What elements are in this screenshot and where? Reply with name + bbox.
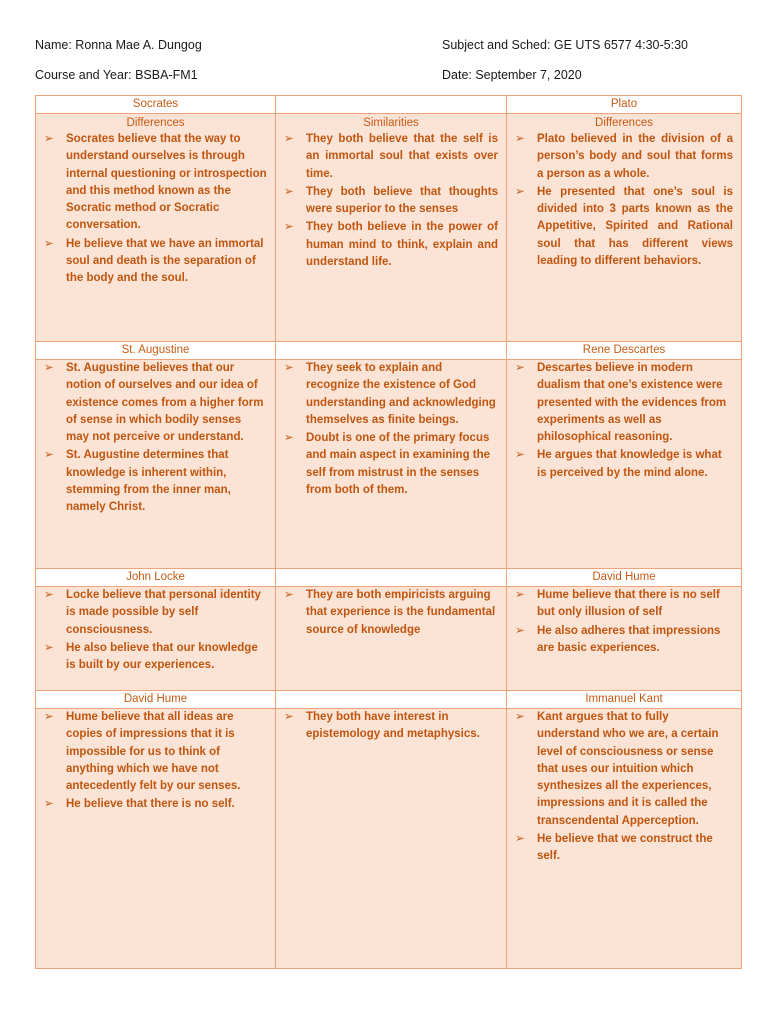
left-points-cell (36, 360, 276, 569)
bullet-list (507, 587, 741, 657)
left-points-cell (36, 114, 276, 342)
comparison-table (35, 95, 742, 969)
philosopher-title-row (36, 96, 742, 114)
bullet-point (515, 623, 733, 658)
mid-philosopher-name (276, 691, 507, 709)
bullet-text: Socrates believe that the way to understand ourselves is through internal questioning or introspection and this method known as the Socratic method or Socratic conversation. (66, 133, 267, 232)
arrow-bullet-icon: ➢ (284, 185, 294, 198)
comparison-content-row (36, 587, 742, 691)
bullet-point (44, 131, 267, 235)
bullet-list (507, 360, 741, 482)
arrow-bullet-icon: ➢ (515, 185, 525, 198)
bullet-text: Hume believe that there is no self but only illusion of self (537, 589, 720, 619)
bullet-text: They both believe that the self is an immortal soul that exists over time. (306, 133, 498, 180)
mid-column-subheading: Similarities (363, 117, 419, 129)
bullet-list (276, 360, 506, 499)
bullet-list (276, 587, 506, 639)
right-column-subheading: Differences (595, 117, 653, 129)
bullet-point (284, 587, 498, 639)
bullet-text: Kant argues that to fully understand who we are, a certain level of consciousness or sense that uses our intuition which synthesizes all the experiences, impressions and it is called the transcendental Apperception. (537, 711, 719, 827)
bullet-text: Doubt is one of the primary focus and main aspect in examining the self from mistrust in the senses from both of them. (306, 432, 491, 497)
right-points-cell (507, 709, 742, 969)
bullet-point (284, 709, 498, 744)
bullet-text: He also believe that our knowledge is built by our experiences. (66, 641, 258, 672)
left-column-subheading: Differences (126, 117, 185, 129)
bullet-list (36, 131, 275, 288)
bullet-text: Descartes believe in modern dualism that one’s existence were presented with the evidences from experiments as well as philosophical reasoning. (537, 362, 727, 444)
bullet-list (507, 131, 741, 270)
left-philosopher-name: John Locke (36, 569, 276, 587)
bullet-point (515, 587, 733, 622)
bullet-text: They both have interest in epistemology and metaphysics. (306, 711, 480, 741)
bullet-point (284, 360, 498, 429)
bullet-point (515, 360, 733, 446)
bullet-point (515, 709, 733, 830)
bullet-point (515, 131, 733, 183)
right-philosopher-name: Immanuel Kant (507, 691, 742, 709)
arrow-bullet-icon: ➢ (515, 133, 525, 145)
bullet-text: He believe that there is no self. (66, 798, 235, 811)
arrow-bullet-icon: ➢ (44, 362, 54, 374)
bullet-list (36, 360, 275, 517)
left-philosopher-name: David Hume (36, 691, 276, 709)
arrow-bullet-icon: ➢ (284, 589, 294, 601)
bullet-point (284, 131, 498, 183)
arrow-bullet-icon: ➢ (515, 589, 525, 601)
left-philosopher-name: St. Augustine (36, 342, 276, 360)
arrow-bullet-icon: ➢ (515, 362, 525, 374)
bullet-list (36, 709, 275, 814)
right-philosopher-name: Rene Descartes (507, 342, 742, 360)
bullet-text: He believe that we construct the self. (537, 833, 713, 863)
comparison-content-row (36, 709, 742, 969)
bullet-text: They both believe in the power of human mind to think, explain and understand life. (306, 221, 498, 269)
bullet-text: They seek to explain and recognize the existence of God understanding and acknowledging themselves as finite beings. (306, 362, 496, 426)
bullet-text: He also adheres that impressions are basic experiences. (537, 624, 721, 654)
arrow-bullet-icon: ➢ (284, 362, 294, 374)
right-philosopher-name: David Hume (507, 569, 742, 587)
bullet-point (44, 587, 267, 639)
left-points-cell (36, 587, 276, 691)
bullet-point (284, 184, 498, 219)
bullet-point (44, 360, 267, 446)
mid-philosopher-name (276, 569, 507, 587)
mid-points-cell (276, 114, 507, 342)
philosopher-title-row (36, 691, 742, 709)
right-philosopher-name: Plato (507, 96, 742, 114)
mid-points-cell (276, 587, 507, 691)
subject-schedule: Subject and Sched: GE UTS 6577 4:30-5:30 (442, 38, 688, 52)
arrow-bullet-icon: ➢ (515, 624, 525, 637)
bullet-point (515, 447, 733, 482)
philosopher-title-row (36, 342, 742, 360)
mid-philosopher-name (276, 96, 507, 114)
arrow-bullet-icon: ➢ (515, 449, 525, 462)
student-name: Name: Ronna Mae A. Dungog (35, 38, 202, 52)
right-points-cell (507, 587, 742, 691)
bullet-point (44, 236, 267, 288)
bullet-point (284, 430, 498, 499)
bullet-text: He presented that one’s soul is divided into 3 parts known as the Appetitive, Spirited and Rational soul that has different views leading to different behaviors. (537, 185, 733, 268)
arrow-bullet-icon: ➢ (44, 641, 54, 654)
bullet-text: He argues that knowledge is what is perceived by the mind alone. (537, 449, 722, 479)
arrow-bullet-icon: ➢ (44, 589, 54, 601)
left-philosopher-name: Socrates (36, 96, 276, 114)
arrow-bullet-icon: ➢ (515, 711, 525, 723)
bullet-point (44, 447, 267, 516)
bullet-point (515, 831, 733, 866)
mid-points-cell (276, 360, 507, 569)
arrow-bullet-icon: ➢ (284, 711, 294, 723)
bullet-point (44, 640, 267, 675)
bullet-text: They are both empiricists arguing that experience is the fundamental source of knowledge (306, 589, 496, 636)
arrow-bullet-icon: ➢ (44, 449, 54, 462)
bullet-list (276, 709, 506, 744)
course-year: Course and Year: BSBA-FM1 (35, 68, 198, 82)
mid-points-cell (276, 709, 507, 969)
bullet-point (44, 709, 267, 795)
arrow-bullet-icon: ➢ (44, 133, 54, 145)
bullet-point (44, 796, 267, 813)
bullet-text: St. Augustine believes that our notion of ourselves and our idea of existence comes from a higher form of sense in which bodily senses may not perceive or understand. (66, 362, 264, 444)
submission-date: Date: September 7, 2020 (442, 68, 582, 82)
right-points-cell (507, 360, 742, 569)
bullet-text: St. Augustine determines that knowledge is inherent within, stemming from the inner man, namely Christ. (66, 449, 231, 514)
left-points-cell (36, 709, 276, 969)
bullet-text: Locke believe that personal identity is made possible by self consciousness. (66, 589, 261, 636)
bullet-point (284, 219, 498, 271)
bullet-text: He believe that we have an immortal soul and death is the separation of the body and the soul. (66, 237, 264, 285)
bullet-text: Hume believe that all ideas are copies of impressions that it is impossible for us to think of anything which we have not antecedently felt by our senses. (66, 711, 241, 793)
arrow-bullet-icon: ➢ (515, 833, 525, 846)
mid-philosopher-name (276, 342, 507, 360)
arrow-bullet-icon: ➢ (44, 237, 54, 250)
arrow-bullet-icon: ➢ (44, 798, 54, 811)
arrow-bullet-icon: ➢ (44, 711, 54, 723)
arrow-bullet-icon: ➢ (284, 221, 294, 234)
bullet-list (507, 709, 741, 866)
right-points-cell (507, 114, 742, 342)
arrow-bullet-icon: ➢ (284, 133, 294, 145)
philosopher-title-row (36, 569, 742, 587)
comparison-content-row (36, 360, 742, 569)
bullet-text: They both believe that thoughts were superior to the senses (306, 185, 498, 216)
bullet-point (515, 184, 733, 270)
bullet-text: Plato believed in the division of a person’s body and soul that forms a person as a whole. (537, 133, 733, 180)
bullet-list (36, 587, 275, 674)
arrow-bullet-icon: ➢ (284, 432, 294, 445)
bullet-list (276, 131, 506, 271)
comparison-content-row (36, 114, 742, 342)
